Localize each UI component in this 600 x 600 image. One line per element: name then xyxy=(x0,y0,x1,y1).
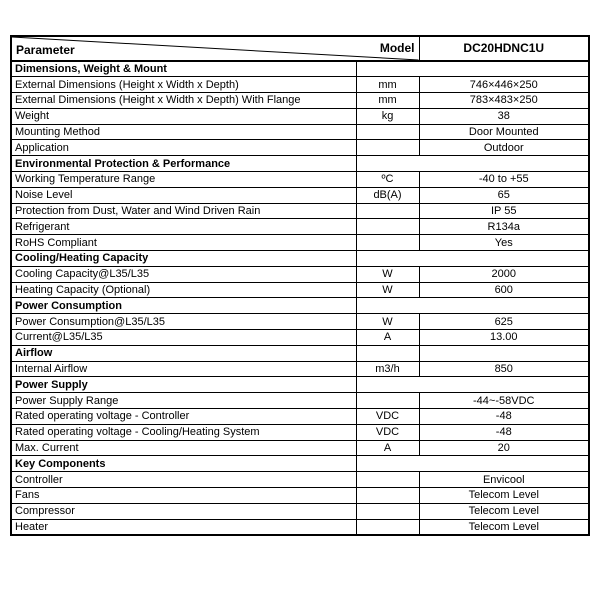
table-row xyxy=(11,282,589,298)
table-row xyxy=(11,187,589,203)
unit-cell: mm xyxy=(356,77,419,93)
unit-cell xyxy=(356,124,419,140)
unit-cell: VDC xyxy=(356,409,419,425)
spec-table xyxy=(10,35,590,536)
parameter-label: Max. Current xyxy=(11,440,356,456)
unit-cell: W xyxy=(356,266,419,282)
table-row xyxy=(11,203,589,219)
parameter-label: Power Supply Range xyxy=(11,393,356,409)
section-row xyxy=(11,456,589,472)
section-title: Dimensions, Weight & Mount xyxy=(11,61,356,77)
value-cell: 20 xyxy=(419,440,589,456)
parameter-label: External Dimensions (Height x Width x Depth) With Flange xyxy=(11,93,356,109)
value-cell: 850 xyxy=(419,361,589,377)
table-row xyxy=(11,488,589,504)
value-cell: 600 xyxy=(419,282,589,298)
parameter-model-header-cell xyxy=(11,36,419,61)
unit-cell: W xyxy=(356,314,419,330)
empty-value-cell xyxy=(419,345,589,361)
parameter-label: Cooling Capacity@L35/L35 xyxy=(11,266,356,282)
value-cell: -40 to +55 xyxy=(419,172,589,188)
value-cell: -48 xyxy=(419,409,589,425)
section-empty-cell xyxy=(356,377,589,393)
value-cell: 38 xyxy=(419,108,589,124)
section-row xyxy=(11,251,589,267)
table-row xyxy=(11,93,589,109)
table-row xyxy=(11,503,589,519)
spec-table-body xyxy=(11,61,589,535)
value-cell: 2000 xyxy=(419,266,589,282)
table-row xyxy=(11,361,589,377)
table-row xyxy=(11,219,589,235)
table-row xyxy=(11,314,589,330)
unit-cell: kg xyxy=(356,108,419,124)
value-cell: IP 55 xyxy=(419,203,589,219)
table-row xyxy=(11,472,589,488)
section-row xyxy=(11,61,589,77)
unit-cell xyxy=(356,519,419,535)
value-cell: Telecom Level xyxy=(419,519,589,535)
parameter-label: Rated operating voltage - Cooling/Heating System xyxy=(11,424,356,440)
value-cell: 783×483×250 xyxy=(419,93,589,109)
model-header-label: Model xyxy=(379,40,415,55)
section-title: Environmental Protection & Performance xyxy=(11,156,356,172)
table-row xyxy=(11,519,589,535)
unit-cell: m3/h xyxy=(356,361,419,377)
value-cell: Yes xyxy=(419,235,589,251)
section-title: Power Supply xyxy=(11,377,356,393)
table-row xyxy=(11,124,589,140)
model-value-header: DC20HDNC1U xyxy=(419,36,589,61)
parameter-label: Compressor xyxy=(11,503,356,519)
value-cell: -48 xyxy=(419,424,589,440)
table-row xyxy=(11,409,589,425)
unit-cell: VDC xyxy=(356,424,419,440)
unit-cell xyxy=(356,503,419,519)
table-row xyxy=(11,235,589,251)
unit-cell: W xyxy=(356,282,419,298)
parameter-label: Rated operating voltage - Controller xyxy=(11,409,356,425)
parameter-label: Power Consumption@L35/L35 xyxy=(11,314,356,330)
section-empty-cell xyxy=(356,156,589,172)
unit-cell xyxy=(356,235,419,251)
section-row xyxy=(11,345,589,361)
section-row xyxy=(11,377,589,393)
parameter-label: External Dimensions (Height x Width x Depth) xyxy=(11,77,356,93)
table-row xyxy=(11,266,589,282)
parameter-label: Internal Airflow xyxy=(11,361,356,377)
section-row xyxy=(11,298,589,314)
value-cell: 746×446×250 xyxy=(419,77,589,93)
unit-cell: A xyxy=(356,330,419,346)
empty-unit-cell xyxy=(356,345,419,361)
value-cell: Telecom Level xyxy=(419,503,589,519)
value-cell: 65 xyxy=(419,187,589,203)
section-title: Power Consumption xyxy=(11,298,356,314)
parameter-label: Heating Capacity (Optional) xyxy=(11,282,356,298)
unit-cell: A xyxy=(356,440,419,456)
value-cell: Telecom Level xyxy=(419,488,589,504)
section-empty-cell xyxy=(356,456,589,472)
parameter-label: Mounting Method xyxy=(11,124,356,140)
value-cell: Outdoor xyxy=(419,140,589,156)
unit-cell: dB(A) xyxy=(356,187,419,203)
table-row xyxy=(11,108,589,124)
table-row xyxy=(11,393,589,409)
section-title: Cooling/Heating Capacity xyxy=(11,251,356,267)
section-empty-cell xyxy=(356,251,589,267)
parameter-label: Protection from Dust, Water and Wind Driven Rain xyxy=(11,203,356,219)
parameter-label: Working Temperature Range xyxy=(11,172,356,188)
table-row xyxy=(11,424,589,440)
unit-cell: mm xyxy=(356,93,419,109)
value-cell: 625 xyxy=(419,314,589,330)
parameter-label: Fans xyxy=(11,488,356,504)
parameter-label: Controller xyxy=(11,472,356,488)
unit-cell xyxy=(356,488,419,504)
section-title: Airflow xyxy=(11,345,356,361)
value-cell: Envicool xyxy=(419,472,589,488)
parameter-label: Noise Level xyxy=(11,187,356,203)
table-row xyxy=(11,330,589,346)
parameter-label: RoHS Compliant xyxy=(11,235,356,251)
parameter-label: Current@L35/L35 xyxy=(11,330,356,346)
unit-cell xyxy=(356,140,419,156)
unit-cell xyxy=(356,219,419,235)
parameter-label: Weight xyxy=(11,108,356,124)
value-cell: R134a xyxy=(419,219,589,235)
spec-sheet xyxy=(10,35,590,536)
unit-cell xyxy=(356,472,419,488)
value-cell: -44~-58VDC xyxy=(419,393,589,409)
value-cell: 13.00 xyxy=(419,330,589,346)
unit-cell xyxy=(356,203,419,219)
table-header-row xyxy=(11,36,589,61)
parameter-label: Refrigerant xyxy=(11,219,356,235)
section-empty-cell xyxy=(356,61,589,77)
table-row xyxy=(11,440,589,456)
unit-cell xyxy=(356,393,419,409)
parameter-label: Application xyxy=(11,140,356,156)
parameter-header-label: Parameter xyxy=(16,42,75,57)
table-row xyxy=(11,172,589,188)
unit-cell: ºC xyxy=(356,172,419,188)
parameter-label: Heater xyxy=(11,519,356,535)
section-empty-cell xyxy=(356,298,589,314)
table-row xyxy=(11,77,589,93)
value-cell: Door Mounted xyxy=(419,124,589,140)
table-row xyxy=(11,140,589,156)
section-title: Key Components xyxy=(11,456,356,472)
section-row xyxy=(11,156,589,172)
